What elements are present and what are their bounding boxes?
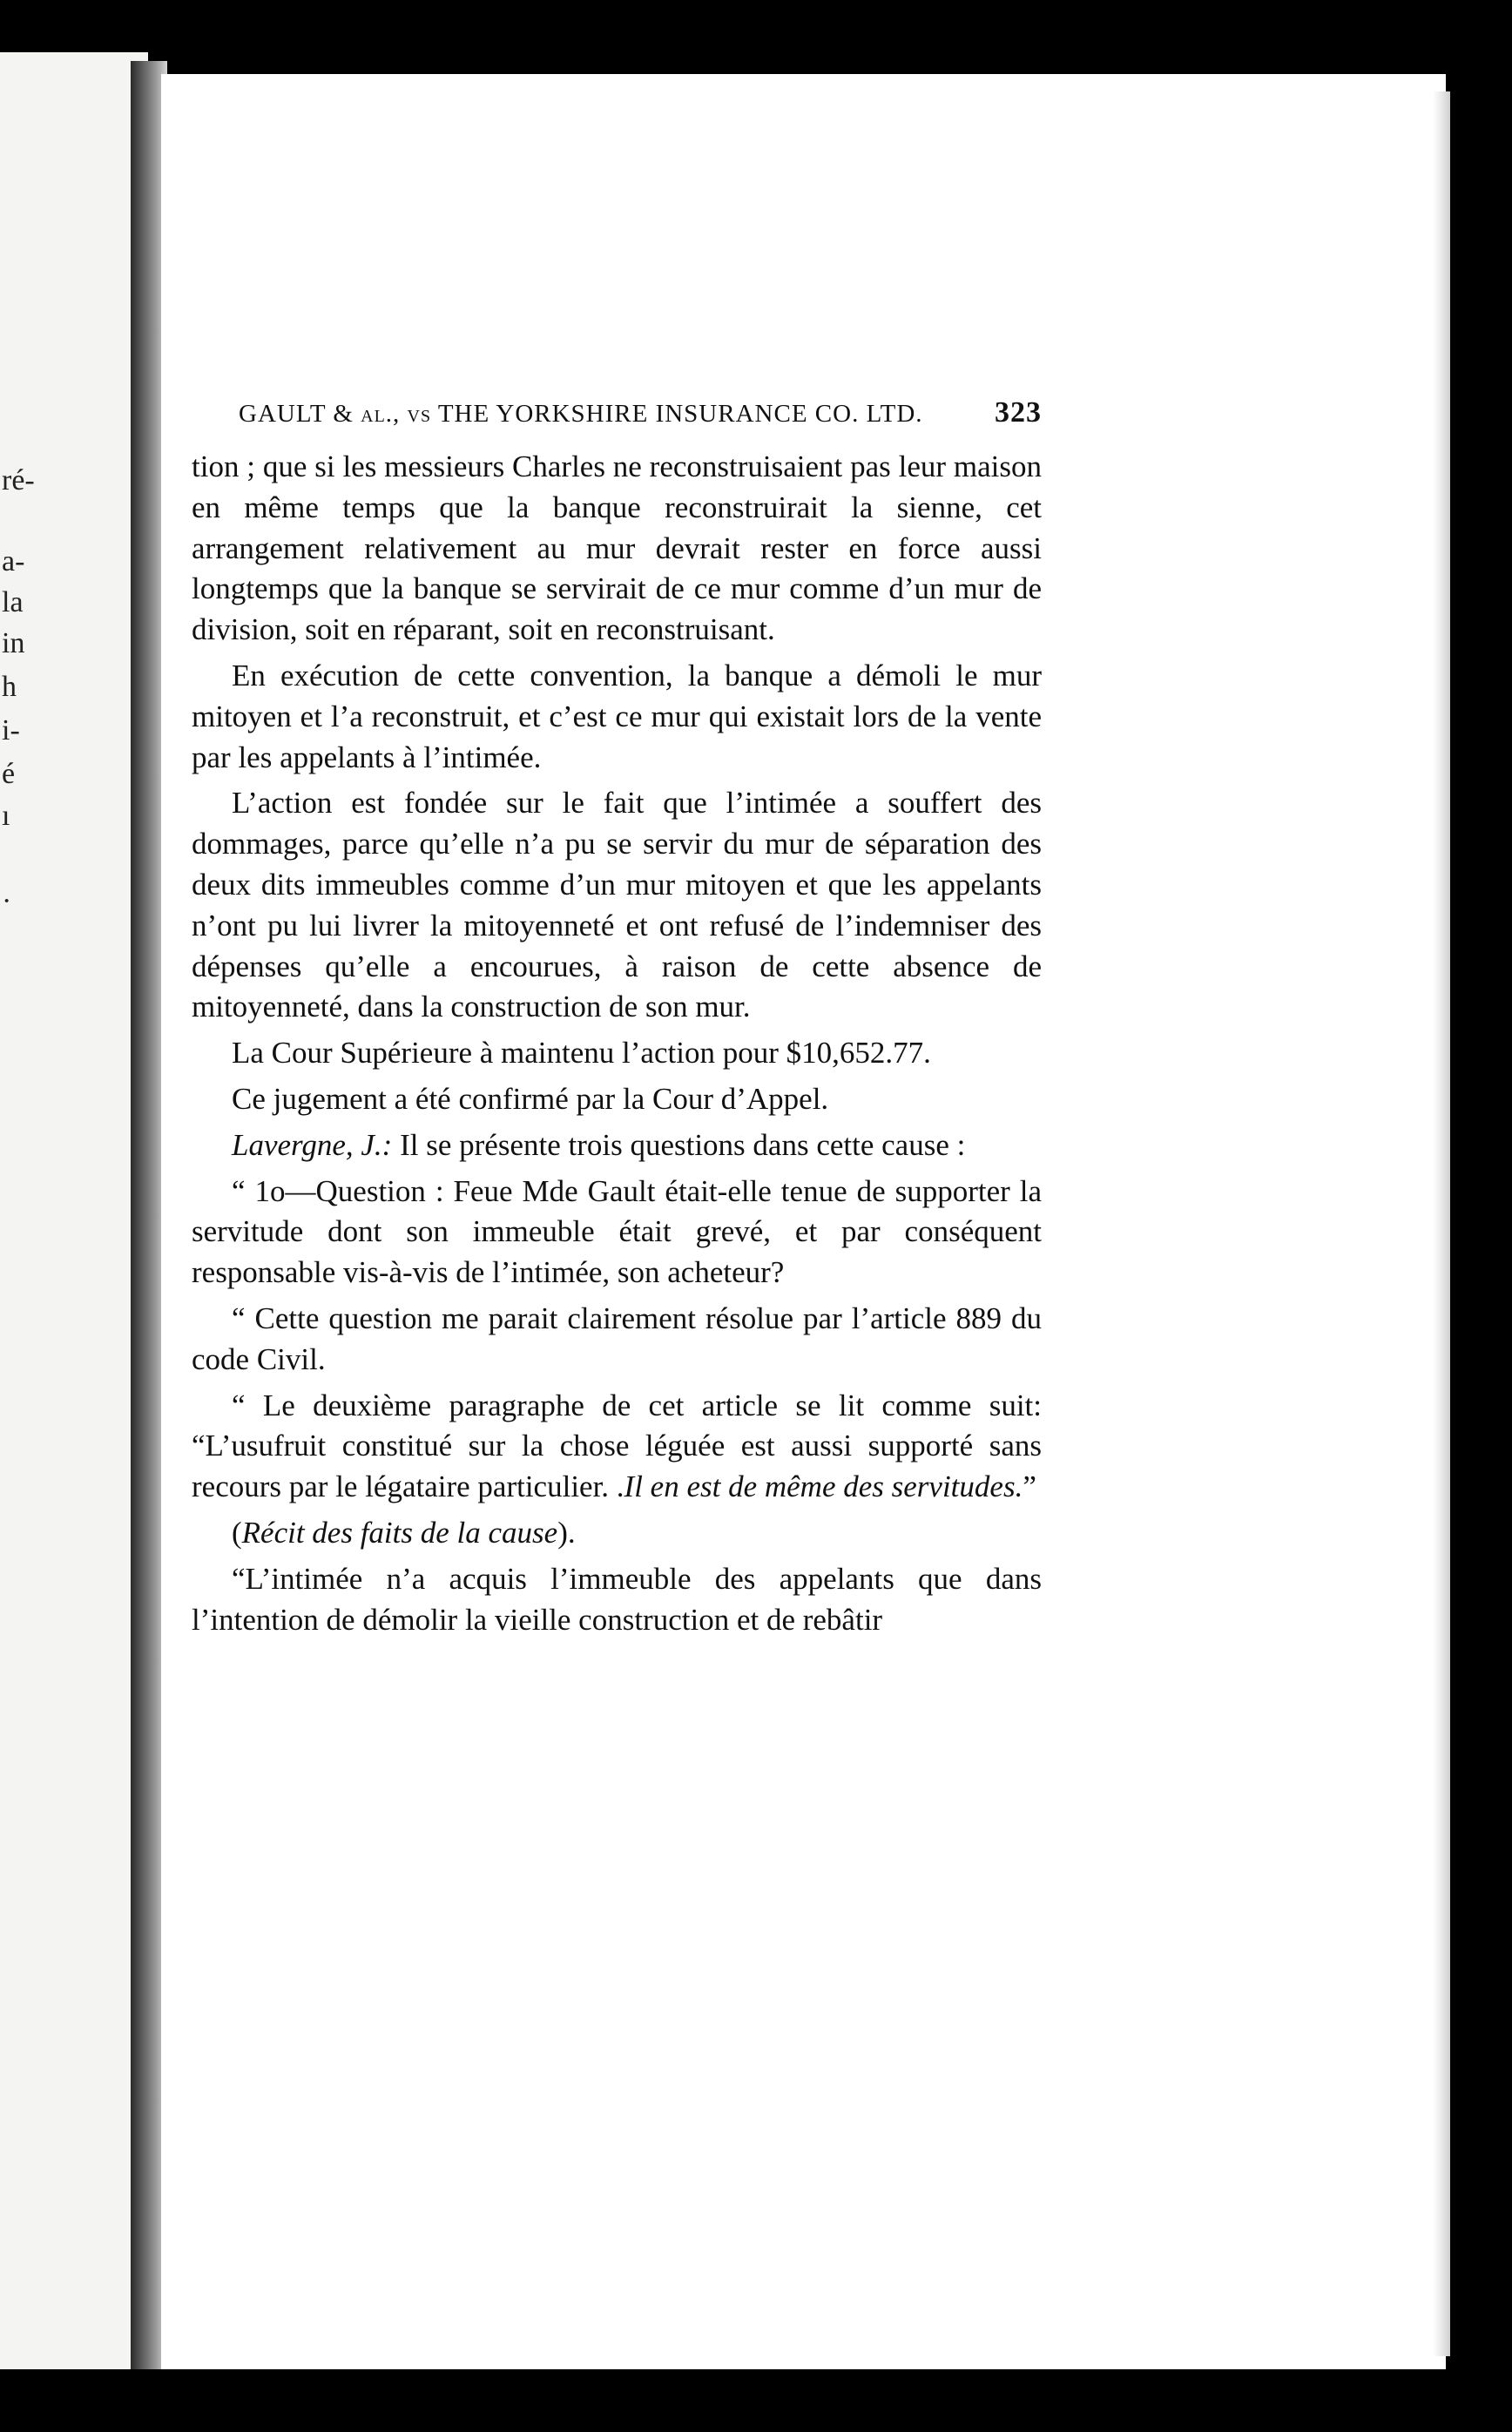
closing-quote: ” [1023, 1469, 1036, 1504]
fragment: ı [2, 800, 10, 832]
paragraph: “ 1o—Question : Feue Mde Gault était-elle tenue de supporter la servitude dont son immeuble était grevé, et par conséquent responsable vis-à-vis de l’intimée, son acheteur? [192, 1173, 1042, 1290]
fragment: é [2, 758, 16, 790]
page-number: 323 [995, 396, 1042, 429]
previous-page [0, 52, 148, 2369]
paragraph: “ Cette question me parait clairement résolue par l’article 889 du code Civil. [192, 1300, 1042, 1376]
paragraph: L’action est fondée sur le fait que l’intimée a souffert des dommages, parce qu’elle n’a pu se servir du mur de séparation des deux dits immeubles comme d’un mur mitoyen et que les appelants n’ont pu lui livrer la mitoyenneté et ont refusé de l’indemniser des dépenses qu’elle a encourues, à raison de cette absence de mitoyenneté, dans la construction de son mur. [192, 786, 1042, 1024]
page-edge [1433, 91, 1450, 2356]
fragment: la [2, 586, 24, 618]
paragraph: “L’intimée n’a acquis l’immeuble des appelants que dans l’intention de démolir la vieille construction et de rebâtir [192, 1561, 1042, 1637]
paragraph: Ce jugement a été confirmé par la Cour d’Appel. [232, 1081, 829, 1116]
fragment: ré- [2, 464, 35, 497]
fragment: h [2, 671, 17, 703]
paragraph-text: Il se présente trois questions dans cette cause : [392, 1127, 966, 1162]
fragment: a- [2, 545, 25, 578]
paragraph [192, 1513, 1042, 1554]
close-paren: ). [557, 1515, 576, 1550]
quoted-italic-text: Il en est de même des servitudes. [624, 1469, 1023, 1504]
running-head [239, 396, 1042, 429]
italic-note: Récit des faits de la cause [241, 1515, 558, 1550]
page-content [192, 396, 1042, 1645]
paragraph: tion ; que si les messieurs Charles ne reconstruisaient pas leur maison en même temps que la banque reconstruirait la sienne, cet arrangement relativement au mur devrait rester en force aussi longtemps que la banque se servirait de ce mur comme d’un mur de division, soit en réparant, soit en reconstruisant. [192, 449, 1042, 647]
fragment: i- [2, 714, 20, 746]
paragraph [192, 1386, 1042, 1508]
fragment: in [2, 627, 25, 659]
paragraph: En exécution de cette convention, la banque a démoli le mur mitoyen et l’a reconstruit, et c’est ce mur qui existait lors de la vente par les appelants à l’intimée. [192, 658, 1042, 774]
judge-name: Lavergne, J.: [232, 1127, 393, 1162]
paragraph [192, 1125, 1042, 1166]
fragment: · [2, 885, 12, 917]
paragraph-text: “ Le deuxième paragraphe de cet article se lit comme suit: “L’usufruit constitué sur la chose léguée est aussi supporté sans recours par le légataire particulier. . [192, 1388, 1042, 1504]
running-head-title: GAULT & al., vs THE YORKSHIRE INSURANCE CO. LTD. [239, 400, 923, 428]
paragraph: La Cour Supérieure à maintenu l’action pour $10,652.77. [232, 1036, 931, 1071]
open-paren: ( [232, 1515, 242, 1550]
